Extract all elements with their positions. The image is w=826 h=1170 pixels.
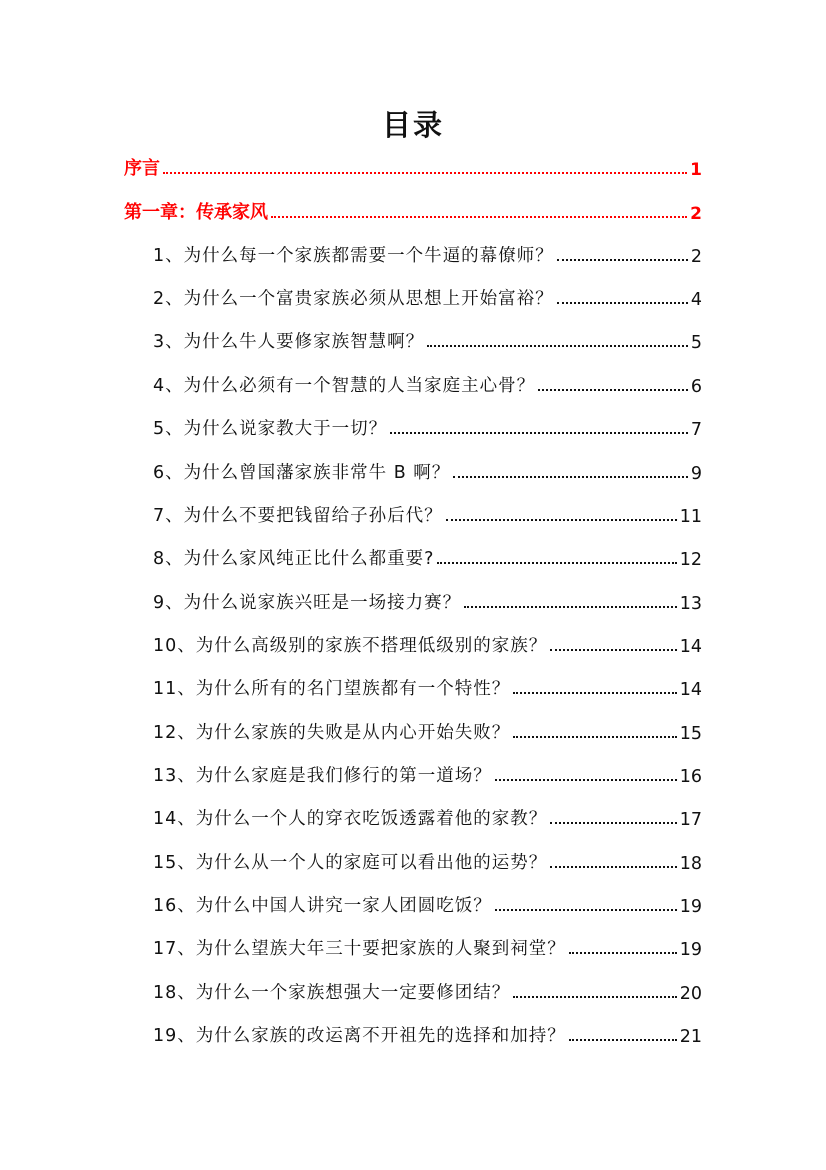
toc-page-number: 16 [679, 767, 702, 787]
toc-entry[interactable] [153, 802, 702, 830]
toc-entry-label: 7、为什么不要把钱留给子孙后代？ [153, 506, 443, 526]
dot-leader [569, 952, 677, 954]
toc-entry-label: 序言 [124, 158, 160, 179]
toc-page-number: 2 [690, 247, 702, 267]
toc-page-number: 11 [679, 507, 702, 527]
toc-entry-label: 6、为什么曾国藩家族非常牛 B 啊？ [153, 463, 451, 483]
dot-leader [557, 259, 688, 261]
toc-entry-label: 9、为什么说家族兴旺是一场接力赛？ [153, 593, 462, 613]
toc-entry-chapter-1[interactable] [124, 196, 702, 224]
dot-leader [557, 302, 688, 304]
toc-entry[interactable] [153, 716, 702, 744]
toc-entry[interactable] [153, 672, 702, 700]
toc-entry-label: 2、为什么一个富贵家族必须从思想上开始富裕？ [153, 289, 554, 309]
toc-entry-label: 8、为什么家风纯正比什么都重要? [153, 549, 435, 569]
toc-entry[interactable] [153, 846, 702, 874]
toc-entry[interactable] [153, 932, 702, 960]
toc-entry[interactable] [153, 1019, 702, 1047]
toc-page-number: 18 [679, 854, 702, 874]
toc-entry[interactable] [153, 976, 702, 1004]
toc-entry-label: 16、为什么中国人讲究一家人团圆吃饭？ [153, 896, 492, 916]
dot-leader [513, 692, 676, 694]
toc-entry[interactable] [153, 499, 702, 527]
toc-entry-label: 13、为什么家庭是我们修行的第一道场？ [153, 766, 492, 786]
toc-entry[interactable] [153, 889, 702, 917]
toc-entry[interactable] [153, 282, 702, 310]
toc-page-number: 5 [690, 333, 702, 353]
toc-entry-label: 4、为什么必须有一个智慧的人当家庭主心骨？ [153, 376, 536, 396]
dot-leader [390, 432, 688, 434]
toc-entry-label: 15、为什么从一个人的家庭可以看出他的运势？ [153, 853, 548, 873]
toc-page-number: 20 [679, 984, 702, 1004]
toc-page-number: 4 [690, 290, 702, 310]
dot-leader [538, 389, 688, 391]
toc-entry-label: 18、为什么一个家族想强大一定要修团结？ [153, 983, 511, 1003]
toc-page-number: 2 [690, 204, 702, 224]
toc-entry[interactable] [153, 629, 702, 657]
toc-page-number: 1 [690, 160, 702, 180]
dot-leader [453, 476, 688, 478]
toc-entry-label: 14、为什么一个人的穿衣吃饭透露着他的家教？ [153, 809, 548, 829]
dot-leader [550, 649, 676, 651]
toc-entry-label: 第一章：传承家风 [124, 202, 268, 223]
toc-entry-label: 5、为什么说家教大于一切？ [153, 419, 388, 439]
toc-entry[interactable] [153, 325, 702, 353]
toc-entry[interactable] [153, 412, 702, 440]
toc-page-number: 17 [679, 810, 702, 830]
toc-entry-label: 12、为什么家族的失败是从内心开始失败？ [153, 723, 511, 743]
toc-entry[interactable] [153, 586, 702, 614]
toc-page-number: 6 [690, 377, 702, 397]
dot-leader [464, 606, 677, 608]
toc-entry-label: 17、为什么望族大年三十要把家族的人聚到祠堂？ [153, 939, 566, 959]
toc-entry-label: 11、为什么所有的名门望族都有一个特性？ [153, 679, 511, 699]
toc-page-number: 7 [690, 420, 702, 440]
toc-entry[interactable] [153, 542, 702, 570]
toc-page-number: 14 [679, 680, 702, 700]
toc-page-number: 12 [679, 550, 702, 570]
toc-entry[interactable] [153, 369, 702, 397]
toc-entry-label: 19、为什么家族的改运离不开祖先的选择和加持？ [153, 1026, 566, 1046]
toc-entry-label: 3、为什么牛人要修家族智慧啊？ [153, 332, 425, 352]
dot-leader [513, 736, 676, 738]
toc-entry-label: 10、为什么高级别的家族不搭理低级别的家族？ [153, 636, 548, 656]
toc-entry-label: 1、为什么每一个家族都需要一个牛逼的幕僚师？ [153, 246, 554, 266]
dot-leader [437, 562, 676, 564]
dot-leader [513, 996, 676, 998]
toc-page-number: 21 [679, 1027, 702, 1047]
dot-leader [495, 779, 677, 781]
dot-leader [550, 822, 676, 824]
toc-page-number: 13 [679, 594, 702, 614]
toc-page-number: 19 [679, 897, 702, 917]
dot-leader [446, 519, 677, 521]
toc-entry[interactable] [153, 759, 702, 787]
dot-leader [550, 866, 676, 868]
toc-page-number: 19 [679, 940, 702, 960]
dot-leader [427, 345, 688, 347]
dot-leader [163, 172, 687, 174]
dot-leader [271, 216, 687, 218]
toc-entry[interactable] [153, 239, 702, 267]
dot-leader [495, 909, 677, 911]
dot-leader [569, 1039, 677, 1041]
toc-page-number: 9 [690, 464, 702, 484]
page-title: 目录 [381, 108, 444, 142]
toc-page-number: 15 [679, 724, 702, 744]
toc-page-number: 14 [679, 637, 702, 657]
toc-entry[interactable] [153, 456, 702, 484]
toc-entry-preface[interactable] [124, 152, 702, 180]
